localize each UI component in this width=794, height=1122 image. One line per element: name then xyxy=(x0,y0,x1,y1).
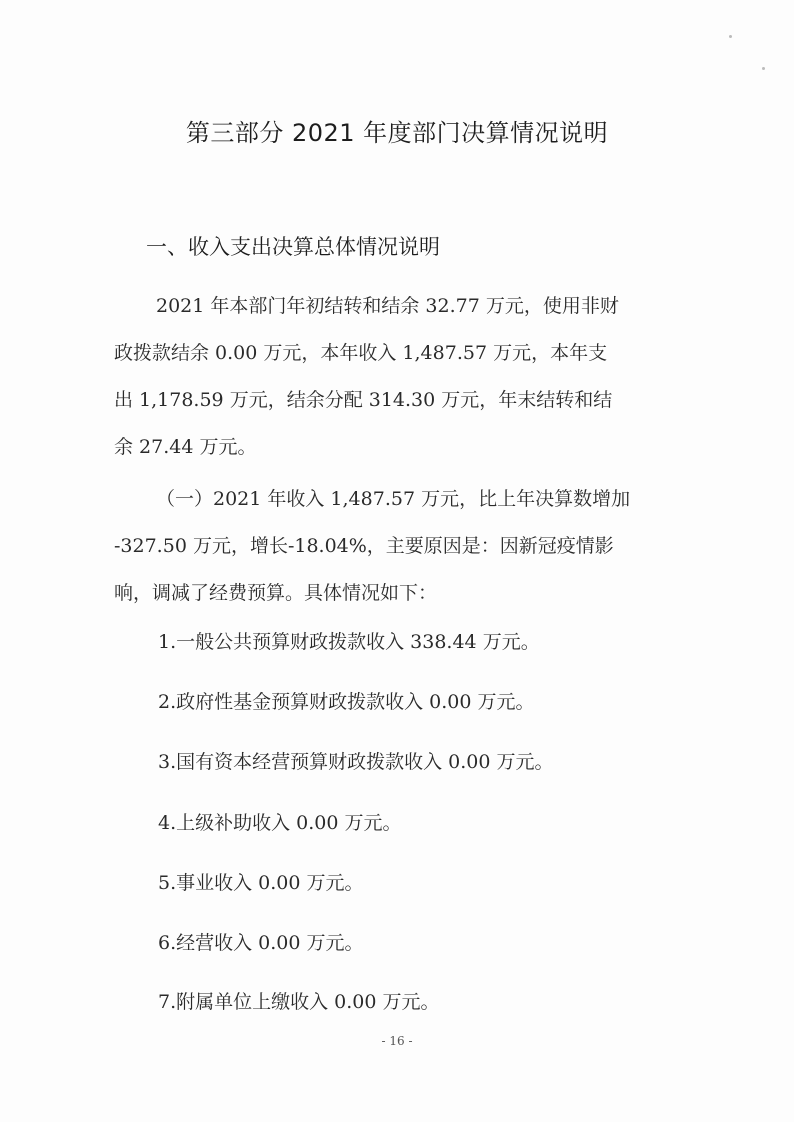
income-paragraph xyxy=(114,476,674,617)
income-item: 3.国有资本经营预算财政拨款收入 0.00 万元。 xyxy=(158,751,554,773)
scan-speck xyxy=(729,35,732,38)
paragraph-line: 2021 年本部门年初结转和结余 32.77 万元，使用非财 xyxy=(156,295,619,317)
document-title: 第三部分 2021 年度部门决算情况说明 xyxy=(185,119,609,147)
paragraph-line: 余 27.44 万元。 xyxy=(114,436,257,458)
paragraph-line: 响，调减了经费预算。具体情况如下： xyxy=(114,582,438,604)
summary-paragraph xyxy=(114,283,674,471)
paragraph-line: （一）2021 年收入 1,487.57 万元，比上年决算数增加 xyxy=(156,488,631,510)
paragraph-line: 政拨款结余 0.00 万元，本年收入 1,487.57 万元，本年支 xyxy=(114,342,608,364)
income-item: 5.事业收入 0.00 万元。 xyxy=(158,872,364,894)
scan-speck xyxy=(762,67,765,70)
paragraph-line: 出 1,178.59 万元，结余分配 314.30 万元，年末结转和结 xyxy=(114,389,613,411)
paragraph-line: -327.50 万元，增长-18.04%，主要原因是：因新冠疫情影 xyxy=(114,535,614,557)
page-number: - 16 - xyxy=(381,1034,413,1048)
income-item: 2.政府性基金预算财政拨款收入 0.00 万元。 xyxy=(158,691,535,713)
income-item: 4.上级补助收入 0.00 万元。 xyxy=(158,812,402,834)
income-item: 6.经营收入 0.00 万元。 xyxy=(158,932,364,954)
income-item: 7.附属单位上缴收入 0.00 万元。 xyxy=(158,991,440,1013)
section-heading: 一、收入支出决算总体情况说明 xyxy=(146,235,440,259)
income-item: 1.一般公共预算财政拨款收入 338.44 万元。 xyxy=(158,631,540,653)
